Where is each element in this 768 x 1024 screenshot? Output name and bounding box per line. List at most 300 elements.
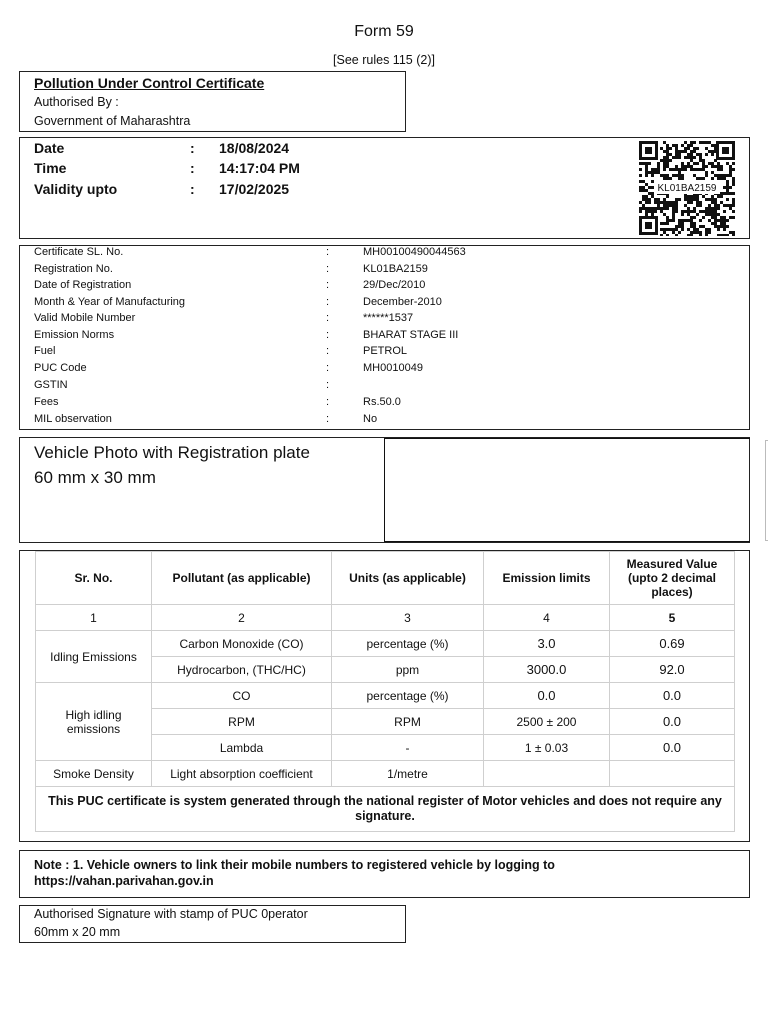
qr-module bbox=[702, 216, 705, 219]
qr-module bbox=[690, 156, 693, 159]
qr-module bbox=[708, 219, 711, 222]
qr-module bbox=[672, 144, 675, 147]
column-header: Sr. No. bbox=[36, 552, 152, 605]
qr-module bbox=[720, 177, 723, 180]
qr-module bbox=[654, 207, 657, 210]
separator: : bbox=[190, 160, 195, 176]
qr-module bbox=[717, 225, 720, 228]
detail-value: 29/Dec/2010 bbox=[363, 279, 426, 291]
qr-module bbox=[708, 162, 711, 165]
qr-module bbox=[642, 180, 645, 183]
qr-module bbox=[645, 171, 648, 174]
detail-label: Emission Norms bbox=[34, 329, 115, 341]
qr-module bbox=[657, 171, 660, 174]
qr-module bbox=[711, 195, 714, 198]
qr-module bbox=[714, 219, 717, 222]
qr-module bbox=[693, 222, 696, 225]
qr-module bbox=[729, 231, 732, 234]
table-row bbox=[36, 761, 735, 787]
qr-module bbox=[690, 231, 693, 234]
qr-module bbox=[690, 168, 693, 171]
qr-module bbox=[726, 162, 729, 165]
qr-module bbox=[669, 153, 672, 156]
qr-module bbox=[675, 201, 678, 204]
date-label: Date bbox=[34, 140, 65, 156]
qr-module bbox=[723, 177, 726, 180]
qr-module bbox=[672, 204, 675, 207]
qr-module bbox=[711, 210, 714, 213]
qr-module bbox=[675, 210, 678, 213]
qr-module bbox=[699, 231, 702, 234]
qr-module bbox=[732, 177, 735, 180]
qr-module bbox=[717, 162, 720, 165]
qr-module bbox=[672, 216, 675, 219]
qr-module bbox=[723, 228, 726, 231]
qr-module bbox=[684, 150, 687, 153]
qr-module bbox=[696, 168, 699, 171]
photo-caption-line1: Vehicle Photo with Registration plate bbox=[34, 443, 310, 462]
qr-module bbox=[729, 207, 732, 210]
qr-module bbox=[648, 192, 651, 195]
qr-module bbox=[651, 174, 654, 177]
detail-value: ******1537 bbox=[363, 312, 414, 324]
qr-module bbox=[678, 177, 681, 180]
qr-module bbox=[729, 165, 732, 168]
qr-module bbox=[705, 228, 708, 231]
detail-label: Fees bbox=[34, 396, 59, 408]
separator: : bbox=[190, 140, 195, 156]
qr-module bbox=[666, 165, 669, 168]
qr-module bbox=[645, 174, 648, 177]
qr-module bbox=[687, 210, 690, 213]
vahan-link[interactable]: https://vahan.parivahan.gov.in bbox=[34, 874, 214, 888]
qr-module bbox=[663, 207, 666, 210]
separator: : bbox=[326, 413, 330, 425]
qr-module bbox=[705, 210, 708, 213]
qr-module bbox=[672, 231, 675, 234]
qr-module bbox=[717, 228, 720, 231]
qr-module bbox=[690, 144, 693, 147]
qr-module bbox=[705, 147, 708, 150]
qr-module bbox=[660, 222, 663, 225]
qr-module bbox=[645, 210, 648, 213]
qr-module bbox=[645, 213, 648, 216]
qr-module bbox=[708, 228, 711, 231]
qr-module bbox=[696, 153, 699, 156]
qr-module bbox=[687, 201, 690, 204]
separator: : bbox=[190, 181, 195, 197]
qr-module bbox=[726, 234, 729, 236]
qr-module bbox=[684, 195, 687, 198]
group-label: Idling Emissions bbox=[36, 631, 152, 683]
limit-cell: 3000.0 bbox=[484, 657, 610, 683]
detail-row bbox=[34, 345, 734, 361]
qr-module bbox=[666, 207, 669, 210]
group-label: Smoke Density bbox=[36, 761, 152, 787]
detail-value: PETROL bbox=[363, 345, 408, 357]
qr-module bbox=[687, 162, 690, 165]
qr-module bbox=[693, 210, 696, 213]
qr-module bbox=[720, 174, 723, 177]
qr-module bbox=[660, 159, 663, 162]
detail-label: PUC Code bbox=[34, 362, 87, 374]
form-title: Form 59 bbox=[354, 23, 414, 40]
qr-module bbox=[648, 207, 651, 210]
qr-module bbox=[732, 198, 735, 201]
date-value: 18/08/2024 bbox=[219, 140, 290, 156]
qr-module bbox=[717, 177, 720, 180]
qr-module bbox=[696, 198, 699, 201]
qr-module bbox=[666, 159, 669, 162]
qr-module bbox=[696, 228, 699, 231]
separator: : bbox=[326, 279, 330, 291]
qr-module bbox=[651, 171, 654, 174]
qr-module bbox=[711, 162, 714, 165]
qr-module bbox=[723, 210, 726, 213]
qr-module bbox=[639, 168, 642, 171]
qr-module bbox=[702, 210, 705, 213]
qr-module bbox=[696, 231, 699, 234]
qr-module bbox=[666, 174, 669, 177]
vehicle-photo-box bbox=[19, 437, 750, 543]
qr-module bbox=[642, 198, 645, 201]
qr-module bbox=[675, 198, 678, 201]
qr-module bbox=[666, 144, 669, 147]
qr-module bbox=[678, 198, 681, 201]
qr-module bbox=[711, 150, 714, 153]
column-number: 3 bbox=[332, 605, 484, 631]
qr-module bbox=[663, 201, 666, 204]
qr-module bbox=[699, 177, 702, 180]
detail-value: No bbox=[363, 413, 378, 425]
qr-module bbox=[702, 141, 705, 144]
time-label: Time bbox=[34, 160, 67, 176]
qr-module bbox=[711, 144, 714, 147]
qr-module bbox=[669, 204, 672, 207]
qr-module bbox=[720, 234, 723, 236]
qr-module bbox=[669, 177, 672, 180]
qr-module bbox=[645, 198, 648, 201]
qr-module bbox=[678, 153, 681, 156]
qr-code-icon bbox=[638, 140, 736, 236]
qr-module bbox=[693, 168, 696, 171]
qr-module bbox=[729, 171, 732, 174]
qr-module bbox=[699, 210, 702, 213]
pollutant-cell: Lambda bbox=[152, 735, 332, 761]
qr-module bbox=[693, 195, 696, 198]
qr-module bbox=[660, 228, 663, 231]
qr-module bbox=[648, 201, 651, 204]
measured-cell: 92.0 bbox=[610, 657, 735, 683]
table-row bbox=[36, 631, 735, 657]
pollutant-cell: RPM bbox=[152, 709, 332, 735]
qr-module bbox=[678, 168, 681, 171]
qr-module bbox=[732, 201, 735, 204]
qr-module bbox=[666, 150, 669, 153]
qr-module bbox=[666, 156, 669, 159]
pollutant-cell: Light absorption coefficient bbox=[152, 761, 332, 787]
validity-label: Validity upto bbox=[34, 181, 118, 197]
qr-module bbox=[678, 150, 681, 153]
qr-module bbox=[666, 177, 669, 180]
qr-module bbox=[666, 162, 669, 165]
qr-module bbox=[696, 195, 699, 198]
qr-module bbox=[693, 162, 696, 165]
qr-module bbox=[708, 231, 711, 234]
photo-caption bbox=[34, 440, 310, 490]
qr-module bbox=[639, 186, 642, 189]
qr-module bbox=[666, 147, 669, 150]
detail-row bbox=[34, 263, 734, 279]
qr-module bbox=[675, 153, 678, 156]
qr-module bbox=[711, 198, 714, 201]
qr-module bbox=[675, 156, 678, 159]
qr-module bbox=[699, 225, 702, 228]
detail-row bbox=[34, 246, 734, 262]
qr-module bbox=[672, 168, 675, 171]
qr-module bbox=[639, 210, 642, 213]
limit-cell bbox=[484, 761, 610, 787]
qr-module bbox=[675, 165, 678, 168]
qr-module bbox=[687, 213, 690, 216]
qr-module bbox=[729, 186, 732, 189]
qr-module bbox=[732, 210, 735, 213]
qr-module bbox=[696, 204, 699, 207]
qr-module bbox=[723, 216, 726, 219]
qr-module bbox=[717, 204, 720, 207]
detail-value: MH0010049 bbox=[363, 362, 423, 374]
detail-value: KL01BA2159 bbox=[363, 263, 428, 275]
qr-module bbox=[726, 192, 729, 195]
qr-module bbox=[714, 165, 717, 168]
qr-module bbox=[648, 198, 651, 201]
qr-module bbox=[693, 225, 696, 228]
qr-module bbox=[705, 165, 708, 168]
qr-module bbox=[693, 228, 696, 231]
qr-module bbox=[681, 225, 684, 228]
qr-module bbox=[681, 177, 684, 180]
qr-module bbox=[672, 213, 675, 216]
qr-module bbox=[702, 162, 705, 165]
detail-value: Rs.50.0 bbox=[363, 396, 401, 408]
qr-module bbox=[723, 192, 726, 195]
qr-module bbox=[654, 198, 657, 201]
authorised-by-label: Authorised By : bbox=[34, 95, 119, 109]
qr-module bbox=[669, 219, 672, 222]
qr-module bbox=[714, 207, 717, 210]
government-name: Government of Maharashtra bbox=[34, 114, 191, 128]
qr-module bbox=[711, 165, 714, 168]
qr-module bbox=[645, 165, 648, 168]
qr-module bbox=[729, 192, 732, 195]
qr-module bbox=[684, 147, 687, 150]
qr-module bbox=[690, 165, 693, 168]
qr-module bbox=[732, 162, 735, 165]
column-number: 1 bbox=[36, 605, 152, 631]
qr-module bbox=[657, 165, 660, 168]
qr-module bbox=[690, 219, 693, 222]
qr-module bbox=[663, 228, 666, 231]
detail-row bbox=[34, 396, 734, 412]
qr-module bbox=[684, 210, 687, 213]
qr-module bbox=[651, 213, 654, 216]
qr-module bbox=[651, 195, 654, 198]
qr-module bbox=[687, 195, 690, 198]
qr-module bbox=[705, 141, 708, 144]
qr-module bbox=[714, 198, 717, 201]
qr-module bbox=[720, 222, 723, 225]
qr-module bbox=[678, 219, 681, 222]
qr-module bbox=[699, 156, 702, 159]
qr-module bbox=[711, 213, 714, 216]
qr-module bbox=[705, 234, 708, 236]
qr-module bbox=[720, 225, 723, 228]
qr-module bbox=[666, 153, 669, 156]
qr-module bbox=[684, 165, 687, 168]
qr-module bbox=[684, 141, 687, 144]
qr-module bbox=[708, 150, 711, 153]
qr-module bbox=[687, 153, 690, 156]
qr-module bbox=[708, 198, 711, 201]
qr-module bbox=[681, 210, 684, 213]
qr-module bbox=[642, 204, 645, 207]
qr-module bbox=[702, 177, 705, 180]
qr-module bbox=[681, 162, 684, 165]
qr-module bbox=[645, 201, 648, 204]
qr-module bbox=[639, 201, 642, 204]
qr-module bbox=[687, 219, 690, 222]
qr-module bbox=[654, 168, 657, 171]
qr-module bbox=[642, 189, 645, 192]
qr-module bbox=[663, 174, 666, 177]
qr-module bbox=[666, 234, 669, 236]
unit-cell: - bbox=[332, 735, 484, 761]
qr-module bbox=[726, 225, 729, 228]
qr-module bbox=[684, 198, 687, 201]
qr-module bbox=[669, 168, 672, 171]
detail-label: Valid Mobile Number bbox=[34, 312, 136, 324]
qr-module bbox=[672, 210, 675, 213]
qr-module bbox=[669, 147, 672, 150]
qr-module bbox=[690, 153, 693, 156]
qr-module bbox=[660, 210, 663, 213]
qr-module bbox=[702, 159, 705, 162]
qr-module bbox=[708, 207, 711, 210]
qr-module bbox=[732, 192, 735, 195]
qr-module bbox=[660, 207, 663, 210]
unit-cell: percentage (%) bbox=[332, 683, 484, 709]
detail-value: BHARAT STAGE III bbox=[363, 329, 459, 341]
qr-module bbox=[687, 228, 690, 231]
qr-module bbox=[669, 201, 672, 204]
qr-module bbox=[642, 186, 645, 189]
qr-module bbox=[690, 225, 693, 228]
qr-module bbox=[708, 141, 711, 144]
qr-module bbox=[672, 174, 675, 177]
qr-module bbox=[693, 174, 696, 177]
qr-module bbox=[702, 165, 705, 168]
detail-label: Month & Year of Manufacturing bbox=[34, 296, 186, 308]
qr-module bbox=[645, 162, 648, 165]
qr-module bbox=[702, 168, 705, 171]
qr-module bbox=[720, 168, 723, 171]
qr-module bbox=[714, 210, 717, 213]
qr-module bbox=[705, 213, 708, 216]
column-header: Measured Value (upto 2 decimal places) bbox=[610, 552, 735, 605]
qr-module bbox=[711, 201, 714, 204]
qr-module bbox=[732, 231, 735, 234]
validity-value: 17/02/2025 bbox=[219, 181, 290, 197]
datetime-box bbox=[19, 137, 750, 239]
detail-row bbox=[34, 362, 734, 378]
pollutant-cell: CO bbox=[152, 683, 332, 709]
qr-module bbox=[681, 222, 684, 225]
note-text bbox=[34, 857, 634, 889]
unit-cell: percentage (%) bbox=[332, 631, 484, 657]
qr-module bbox=[675, 150, 678, 153]
qr-module bbox=[645, 183, 648, 186]
qr-module bbox=[726, 204, 729, 207]
qr-module bbox=[657, 207, 660, 210]
qr-module bbox=[690, 201, 693, 204]
qr-module bbox=[690, 159, 693, 162]
qr-module bbox=[678, 174, 681, 177]
qr-module bbox=[663, 204, 666, 207]
qr-module bbox=[693, 156, 696, 159]
qr-module bbox=[720, 165, 723, 168]
qr-module bbox=[714, 225, 717, 228]
qr-module bbox=[675, 204, 678, 207]
qr-module bbox=[711, 222, 714, 225]
qr-module bbox=[714, 201, 717, 204]
qr-module bbox=[699, 204, 702, 207]
qr-module bbox=[723, 225, 726, 228]
qr-module bbox=[708, 204, 711, 207]
separator: : bbox=[326, 396, 330, 408]
qr-module bbox=[639, 207, 642, 210]
qr-module bbox=[723, 234, 726, 236]
limit-cell: 1 ± 0.03 bbox=[484, 735, 610, 761]
qr-module bbox=[648, 186, 651, 189]
qr-module bbox=[729, 174, 732, 177]
qr-module bbox=[675, 174, 678, 177]
detail-label: GSTIN bbox=[34, 379, 68, 391]
qr-module bbox=[687, 147, 690, 150]
qr-module bbox=[717, 213, 720, 216]
qr-module bbox=[639, 189, 642, 192]
qr-module bbox=[726, 186, 729, 189]
qr-module bbox=[663, 141, 666, 144]
group-label: High idling emissions bbox=[36, 683, 152, 761]
qr-module bbox=[705, 171, 708, 174]
photo-caption-line2: 60 mm x 30 mm bbox=[34, 468, 156, 487]
separator: : bbox=[326, 246, 330, 258]
qr-module bbox=[693, 141, 696, 144]
qr-module bbox=[717, 234, 720, 236]
qr-module bbox=[732, 183, 735, 186]
separator: : bbox=[326, 329, 330, 341]
qr-module bbox=[690, 150, 693, 153]
qr-module bbox=[717, 165, 720, 168]
qr-module bbox=[642, 162, 645, 165]
separator: : bbox=[326, 263, 330, 275]
separator: : bbox=[326, 379, 330, 391]
vehicle-details-box bbox=[19, 245, 750, 430]
qr-module bbox=[663, 198, 666, 201]
qr-module bbox=[648, 210, 651, 213]
qr-module bbox=[672, 156, 675, 159]
qr-module bbox=[663, 222, 666, 225]
